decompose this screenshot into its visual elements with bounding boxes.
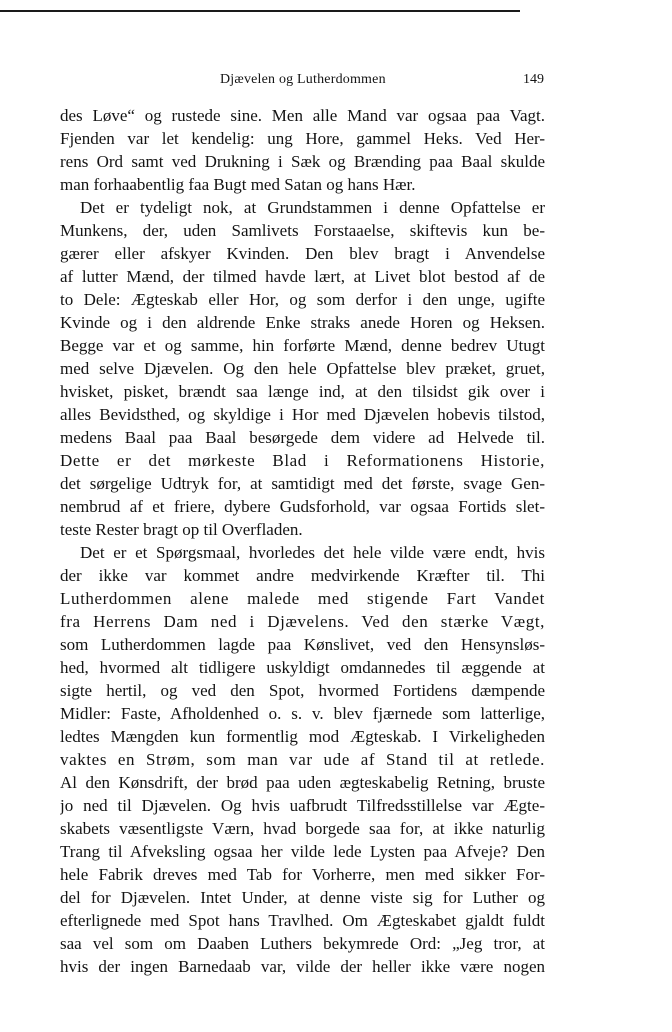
text-line: Det er tydeligt nok, at Grundstammen i denne Opfattelse er bbox=[80, 198, 545, 217]
text-line: Dette er det mørkeste Blad i Reformationens Historie, bbox=[60, 451, 545, 470]
text-line: ledtes Mængden kun formentlig mod Ægteskab. I Virkeligheden bbox=[60, 727, 545, 746]
text-line: Fjenden var let kendelig: ung Hore, gammel Heks. Ved Her- bbox=[60, 129, 545, 148]
text-line: medens Baal paa Baal besørgede dem videre ad Helvede til. bbox=[60, 428, 545, 447]
text-line: Al den Kønsdrift, der brød paa uden ægteskabelig Retning, bruste bbox=[60, 773, 545, 792]
text-line: to Dele: Ægteskab eller Hor, og som derfor i den unge, ugifte bbox=[60, 290, 545, 309]
text-line: hvisket, pisket, brændt saa længe ind, at den tilsidst gik over i bbox=[60, 382, 545, 401]
text-line: af lutter Mænd, der tilmed havde lært, at Livet blot bestod af de bbox=[60, 267, 545, 286]
text-line: saa vel som om Daaben Luthers bekymrede Ord: „Jeg tror, at bbox=[60, 934, 545, 953]
text-line: del for Djævelen. Intet Under, at denne viste sig for Luther og bbox=[60, 888, 545, 907]
text-line: Kvinde og i den aldrende Enke straks anede Horen og Heksen. bbox=[60, 313, 545, 332]
text-line: fra Herrens Dam ned i Djævelens. Ved den stærke Vægt, bbox=[60, 612, 545, 631]
text-line: hvis der ingen Barnedaab var, vilde der heller ikke være nogen bbox=[60, 957, 545, 976]
text-line: som Lutherdommen lagde paa Kønslivet, ved den Hensynsløs- bbox=[60, 635, 545, 654]
text-line: vaktes en Strøm, som man var ude af Stand til at retlede. bbox=[60, 750, 545, 769]
text-line: efterlignede med Spot hans Travlhed. Om Ægteskabet gjaldt fuldt bbox=[60, 911, 545, 930]
text-line: Det er et Spørgsmaal, hvorledes det hele vilde være endt, hvis bbox=[80, 543, 545, 562]
text-line: jo ned til Djævelen. Og hvis uafbrudt Tilfredsstillelse var Ægte- bbox=[60, 796, 545, 815]
running-title: Djævelen og Lutherdommen bbox=[220, 72, 386, 87]
page-number: 149 bbox=[523, 72, 544, 87]
text-line: sigte hertil, og ved den Spot, hvormed Fortidens dæmpende bbox=[60, 681, 545, 700]
text-line: Trang til Afveksling ogsaa her vilde lede Lysten paa Afveje? Den bbox=[60, 842, 545, 861]
text-line: Munkens, der, uden Samlivets Forstaaelse, skiftevis kun be- bbox=[60, 221, 545, 240]
text-line: det sørgelige Udtryk for, at samtidigt med det første, svage Gen- bbox=[60, 474, 545, 493]
text-line: hed, hvormed alt tidligere uskyldigt omdannedes til æggende at bbox=[60, 658, 545, 677]
text-line: Midler: Faste, Afholdenhed o. s. v. blev fjærnede som latterlige, bbox=[60, 704, 545, 723]
text-line: nembrud af et friere, dybere Gudsforhold, var ogsaa Fortids slet- bbox=[60, 497, 545, 516]
page-header bbox=[60, 72, 544, 92]
text-line: der ikke var kommet andre medvirkende Kræfter til. Thi bbox=[60, 566, 545, 585]
text-line: rens Ord samt ved Drukning i Sæk og Brænding paa Baal skulde bbox=[60, 152, 545, 171]
text-line: Lutherdommen alene malede med stigende Fart Vandet bbox=[60, 589, 545, 608]
text-line: des Løve“ og rustede sine. Men alle Mand var ogsaa paa Vagt. bbox=[60, 106, 545, 125]
text-line: teste Rester bragt op til Overfladen. bbox=[60, 520, 303, 539]
text-line: man forhaabentlig faa Bugt med Satan og hans Hær. bbox=[60, 175, 416, 194]
text-line: gærer eller afskyer Kvinden. Den blev bragt i Anvendelse bbox=[60, 244, 545, 263]
text-line: Begge var et og samme, hin forførte Mænd, denne bedrev Utugt bbox=[60, 336, 545, 355]
text-line: med selve Djævelen. Og den hele Opfattelse blev præket, gruet, bbox=[60, 359, 545, 378]
body-text bbox=[60, 104, 545, 978]
text-line: alles Bevidsthed, og skyldige i Hor med Djævelen hobevis tilstod, bbox=[60, 405, 545, 424]
text-line: hele Fabrik dreves med Tab for Vorherre, men med sikker For- bbox=[60, 865, 545, 884]
text-line: skabets væsentligste Værn, hvad borgede saa for, at ikke naturlig bbox=[60, 819, 545, 838]
top-rule bbox=[0, 10, 520, 12]
